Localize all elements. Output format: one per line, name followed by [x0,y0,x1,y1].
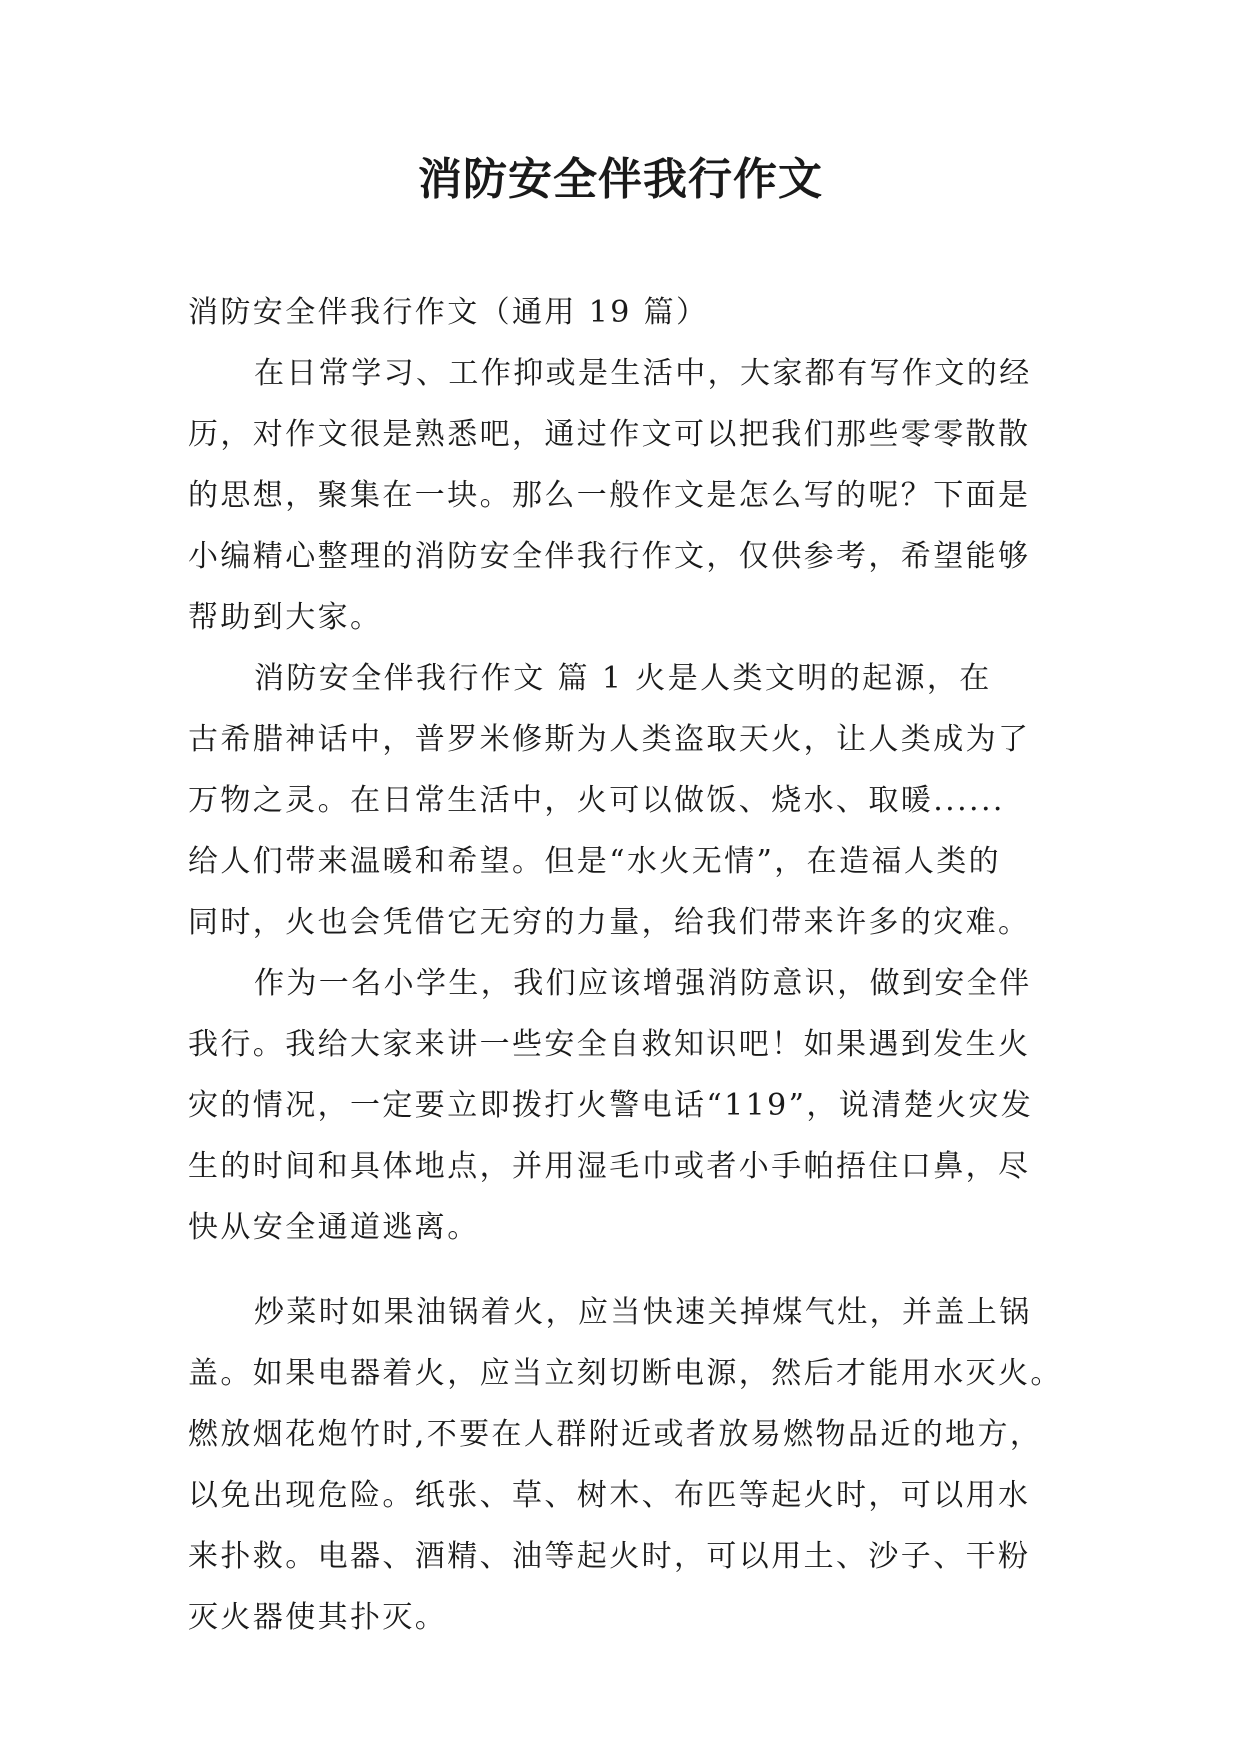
paragraph-line: 万物之灵。在日常生活中，火可以做饭、烧水、取暖...... [188,783,1005,818]
paragraph-line: 在日常学习、工作抑或是生活中，大家都有写作文的经 [254,356,1032,391]
paragraph-line: 灭火器使其扑灭。 [188,1600,448,1635]
paragraph-line: 的思想，聚集在一块。那么一般作文是怎么写的呢？下面是 [188,478,1031,513]
paragraph-line: 盖。如果电器着火，应当立刻切断电源，然后才能用水灭火。 [188,1356,1063,1391]
paragraph-line: 来扑救。电器、酒精、油等起火时，可以用土、沙子、干粉 [188,1539,1031,1574]
paragraph-line: 作为一名小学生，我们应该增强消防意识，做到安全伴 [254,966,1032,1001]
paragraph-line: 历，对作文很是熟悉吧，通过作文可以把我们那些零零散散 [188,417,1031,452]
paragraph-line: 我行。我给大家来讲一些安全自救知识吧！如果遇到发生火 [188,1027,1031,1062]
paragraph-line: 小编精心整理的消防安全伴我行作文，仅供参考，希望能够 [188,539,1031,574]
document-title: 消防安全伴我行作文 [418,154,823,205]
paragraph-line: 以免出现危险。纸张、草、树木、布匹等起火时，可以用水 [188,1478,1031,1513]
paragraph-line: 给人们带来温暖和希望。但是“水火无情”，在造福人类的 [188,844,1002,879]
paragraph-line: 古希腊神话中，普罗米修斯为人类盗取天火，让人类成为了 [188,722,1031,757]
paragraph-line: 同时，火也会凭借它无穷的力量，给我们带来许多的灾难。 [188,905,1031,940]
paragraph-line: 炒菜时如果油锅着火，应当快速关掉煤气灶，并盖上锅 [254,1295,1032,1330]
paragraph-line: 生的时间和具体地点，并用湿毛巾或者小手帕捂住口鼻，尽 [188,1149,1031,1184]
paragraph-line: 灾的情况，一定要立即拨打火警电话“119”，说清楚火灾发 [188,1088,1034,1123]
paragraph-line: 帮助到大家。 [188,600,383,635]
document-body [188,282,1063,1648]
subtitle-line: 消防安全伴我行作文（通用 19 篇） [188,295,709,330]
paragraph-line: 快从安全通道逃离。 [188,1210,480,1245]
paragraph-line: 燃放烟花炮竹时,不要在人群附近或者放易燃物品近的地方， [188,1417,1043,1452]
paragraph-line: 消防安全伴我行作文 篇 1 火是人类文明的起源，在 [254,661,992,696]
